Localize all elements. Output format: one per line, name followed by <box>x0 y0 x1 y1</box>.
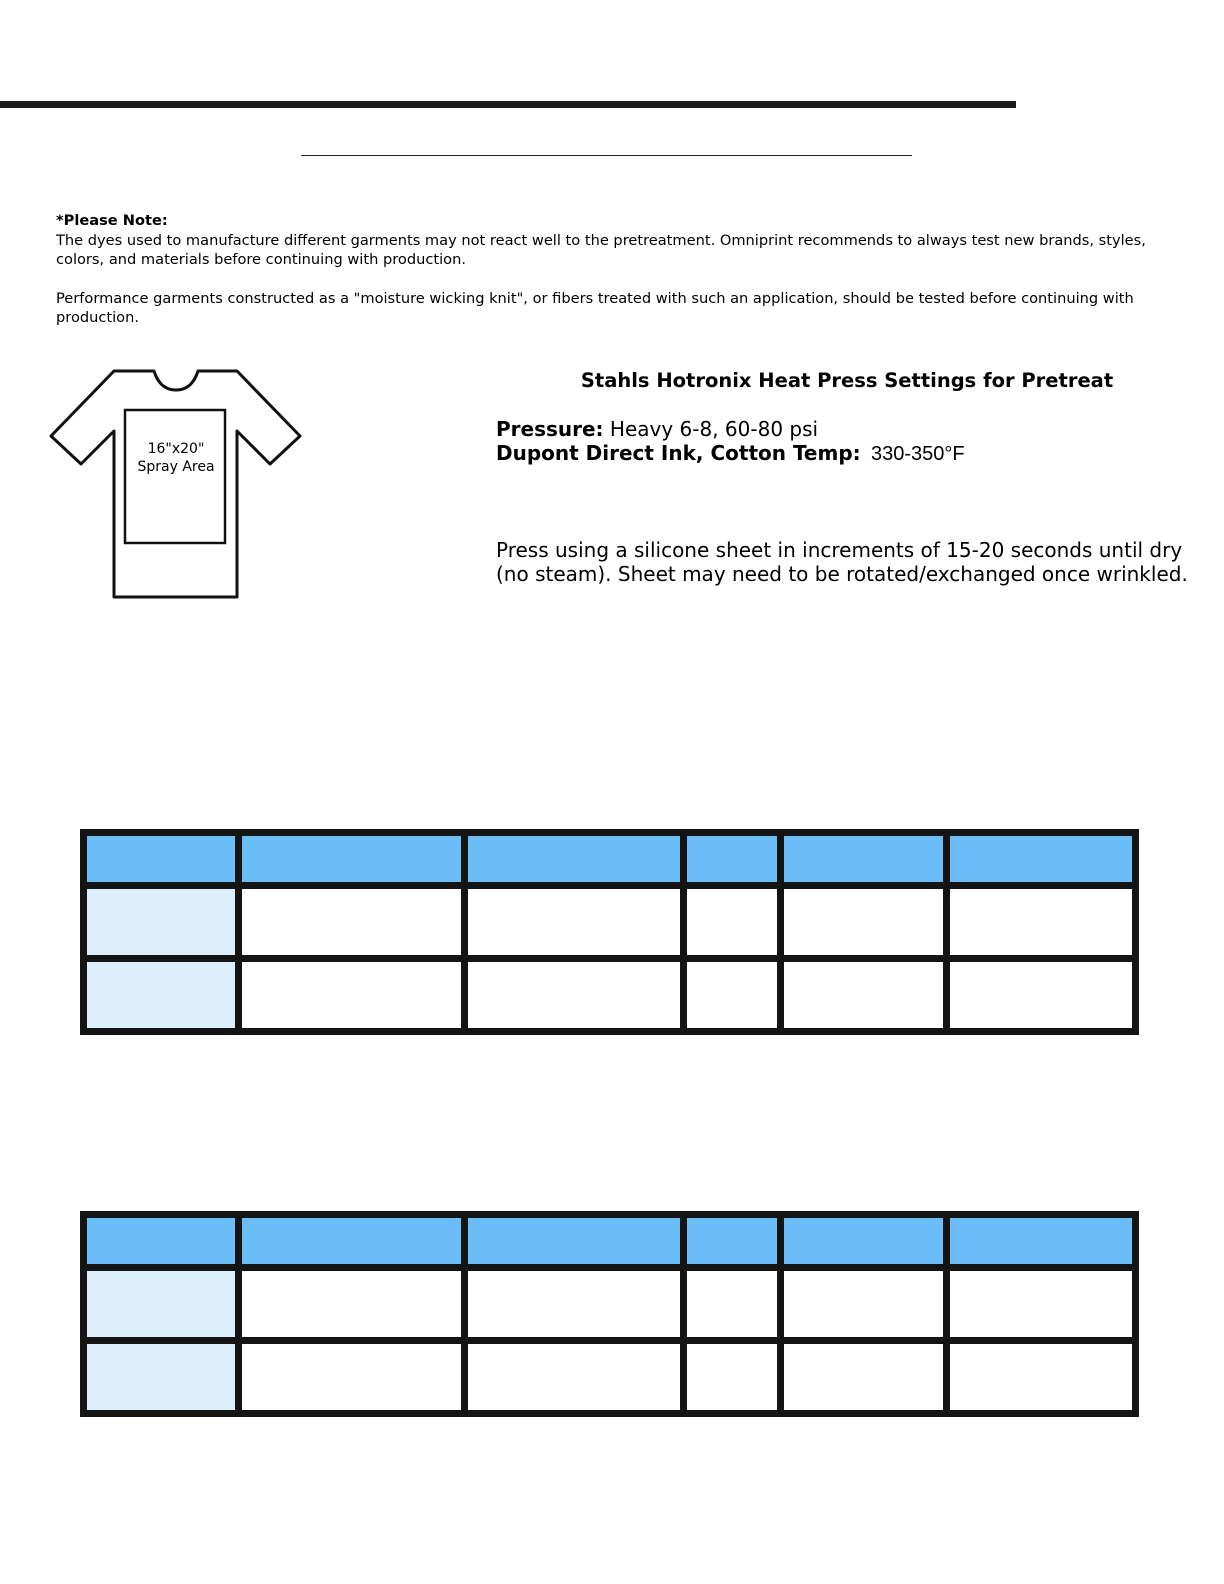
pressure-value: Heavy 6-8, 60-80 psi <box>609 417 819 441</box>
pressure-line <box>496 417 818 441</box>
please-note-section <box>56 211 1186 328</box>
settings-table-2 <box>80 1211 1139 1417</box>
temp-line <box>496 441 965 466</box>
temp-label: Dupont Direct Ink, Cotton Temp: <box>496 441 861 465</box>
note-paragraph-2: Performance garments constructed as a "moisture wicking knit", or fibers treated with such an application, should be tested before continuing with production. <box>56 289 1134 326</box>
table-cell <box>465 959 684 1032</box>
table-cell <box>84 1341 239 1414</box>
table-cell <box>781 1268 947 1341</box>
pressure-label: Pressure: <box>496 417 604 441</box>
table-row <box>84 1341 1136 1414</box>
table-cell <box>239 886 465 959</box>
header-cell <box>947 833 1136 886</box>
table-header-row <box>84 1215 1136 1268</box>
header-cell <box>239 833 465 886</box>
spray-area-size: 16"x20" <box>147 441 205 457</box>
table-cell <box>239 959 465 1032</box>
header-cell <box>684 1215 781 1268</box>
table-cell <box>465 886 684 959</box>
note-paragraph-1: The dyes used to manufacture different garments may not react well to the pretreatment. Omniprint recommends to always test new brands, styles, colors, and materials before continuing with production. <box>56 231 1146 268</box>
press-instructions <box>496 538 1196 586</box>
header-cell <box>84 833 239 886</box>
table-cell <box>465 1341 684 1414</box>
header-cell <box>947 1215 1136 1268</box>
table-cell <box>465 1268 684 1341</box>
press-instructions-line-2: (no steam). Sheet may need to be rotated/exchanged once wrinkled. <box>496 562 1188 586</box>
header-cell <box>239 1215 465 1268</box>
table-row <box>84 886 1136 959</box>
spray-area-label <box>126 440 226 476</box>
header-cell <box>465 1215 684 1268</box>
header-cell <box>84 1215 239 1268</box>
settings-title: Stahls Hotronix Heat Press Settings for Pretreat <box>580 369 1114 392</box>
table-cell <box>684 959 781 1032</box>
press-instructions-line-1: Press using a silicone sheet in increments of 15-20 seconds until dry <box>496 538 1183 562</box>
table-cell <box>947 886 1136 959</box>
table-cell <box>947 1341 1136 1414</box>
table-cell <box>947 959 1136 1032</box>
table-cell <box>781 1341 947 1414</box>
table-row <box>84 1268 1136 1341</box>
table-cell <box>781 959 947 1032</box>
settings-table-1 <box>80 829 1139 1035</box>
table-cell <box>239 1268 465 1341</box>
table-cell <box>781 886 947 959</box>
title-underline <box>301 155 912 156</box>
table-cell <box>84 1268 239 1341</box>
table-row <box>84 959 1136 1032</box>
header-cell <box>781 833 947 886</box>
table-cell <box>684 1341 781 1414</box>
header-cell <box>684 833 781 886</box>
header-cell <box>781 1215 947 1268</box>
table-cell <box>684 886 781 959</box>
table-cell <box>684 1268 781 1341</box>
spray-area-text: Spray Area <box>137 459 215 475</box>
table-cell <box>947 1268 1136 1341</box>
top-rule <box>0 101 1016 108</box>
note-title: *Please Note: <box>56 212 168 229</box>
temp-value: 330-350°F <box>871 443 965 465</box>
t-shirt-icon <box>46 366 306 602</box>
table-cell <box>84 886 239 959</box>
table-header-row <box>84 833 1136 886</box>
table-cell <box>84 959 239 1032</box>
table-cell <box>239 1341 465 1414</box>
header-cell <box>465 833 684 886</box>
